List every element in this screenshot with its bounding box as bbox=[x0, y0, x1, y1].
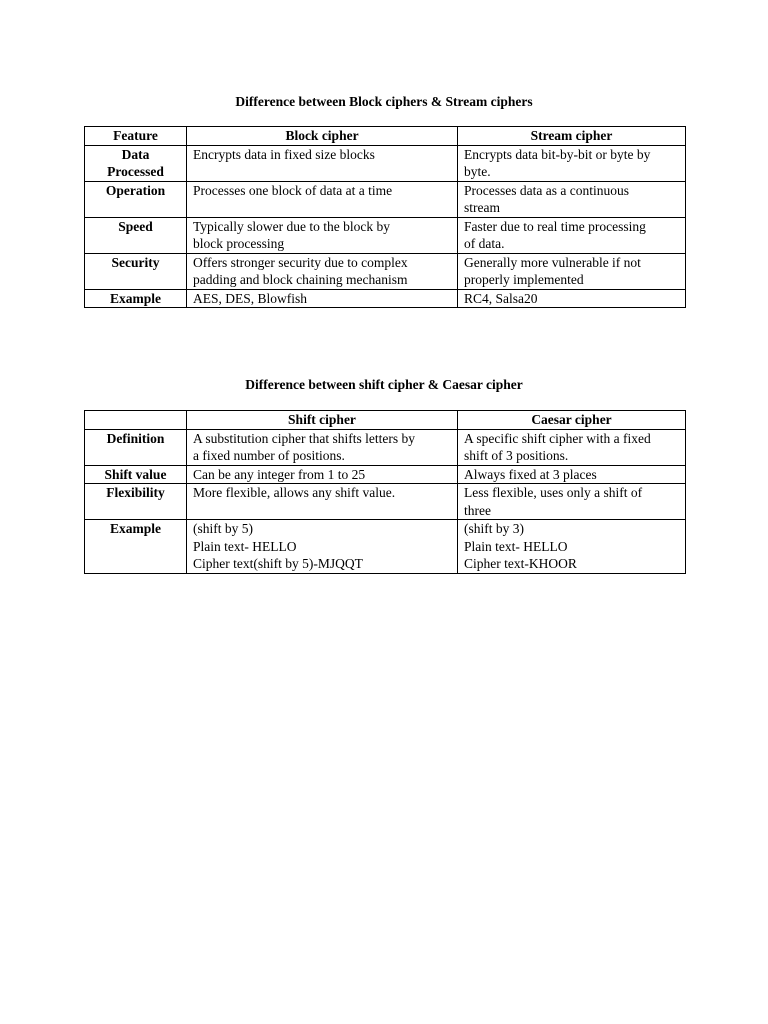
header-caesar-cipher: Caesar cipher bbox=[458, 411, 686, 430]
cell-text: Operation bbox=[105, 182, 166, 198]
cell-text: Flexibility bbox=[106, 485, 165, 500]
row-feature-cell bbox=[85, 217, 187, 253]
row-feature-cell bbox=[85, 484, 187, 520]
cell-text: Offers stronger security due to complex bbox=[193, 254, 408, 270]
cell-text: Processes one block of data at a time bbox=[193, 182, 393, 198]
cell-text: of data. bbox=[464, 236, 505, 251]
cell-text: byte. bbox=[464, 164, 491, 179]
cell-text: three bbox=[464, 502, 491, 518]
cell-text: More flexible, allows any shift value. bbox=[193, 485, 396, 500]
block-stream-title: Difference between Block ciphers & Stream ciphers bbox=[235, 94, 533, 109]
header-shift-cipher: Shift cipher bbox=[187, 411, 458, 430]
table-header-row bbox=[85, 127, 686, 146]
block-stream-body bbox=[85, 145, 686, 308]
table-row bbox=[85, 520, 686, 574]
cell-text: Generally more vulnerable if not bbox=[464, 254, 641, 270]
cell-text: Processes data as a continuous bbox=[464, 182, 629, 198]
table-row bbox=[85, 465, 686, 484]
cell-text: (shift by 5) bbox=[193, 521, 253, 536]
row-feature-cell bbox=[85, 429, 187, 465]
table-row bbox=[85, 253, 686, 289]
cell-text: Security bbox=[111, 254, 160, 270]
header-block-cipher: Block cipher bbox=[187, 127, 458, 146]
cell-text: AES, DES, Blowfish bbox=[193, 290, 308, 306]
cell-text: a fixed number of positions. bbox=[193, 448, 345, 463]
cell-text: Plain text- HELLO bbox=[193, 538, 297, 554]
cell-text: Data bbox=[121, 146, 150, 162]
cell-text: block processing bbox=[193, 236, 285, 251]
table-cell bbox=[458, 484, 686, 520]
cell-text: Processed bbox=[107, 164, 164, 179]
cell-text: Plain text- HELLO bbox=[464, 538, 568, 554]
header-empty bbox=[85, 411, 187, 430]
table-cell bbox=[187, 145, 458, 181]
table-cell bbox=[458, 217, 686, 253]
cell-text: Always fixed at 3 places bbox=[464, 466, 597, 482]
table-cell bbox=[458, 520, 686, 574]
cell-text: Definition bbox=[106, 430, 165, 446]
cell-text: Typically slower due to the block by bbox=[193, 218, 391, 234]
table-cell bbox=[458, 465, 686, 484]
cell-text: Cipher text-KHOOR bbox=[464, 556, 577, 571]
table-cell bbox=[187, 465, 458, 484]
table-row bbox=[85, 484, 686, 520]
table-row bbox=[85, 429, 686, 465]
table-cell bbox=[187, 484, 458, 520]
cell-text: Shift value bbox=[104, 466, 167, 482]
cell-text: Faster due to real time processing bbox=[464, 218, 646, 234]
table-row bbox=[85, 289, 686, 308]
cell-text: Cipher text(shift by 5)-MJQQT bbox=[193, 556, 363, 571]
table-cell bbox=[187, 520, 458, 574]
table-row bbox=[85, 217, 686, 253]
cell-text: Example bbox=[109, 290, 161, 306]
table-cell bbox=[187, 429, 458, 465]
cell-text: Example bbox=[109, 521, 161, 536]
cell-text: A substitution cipher that shifts letters by bbox=[193, 430, 415, 446]
row-feature-cell bbox=[85, 145, 187, 181]
block-stream-table bbox=[84, 126, 686, 308]
table-cell bbox=[458, 429, 686, 465]
table-cell bbox=[458, 145, 686, 181]
cell-text: A specific shift cipher with a fixed bbox=[464, 430, 651, 446]
row-feature-cell bbox=[85, 465, 187, 484]
cell-text: Can be any integer from 1 to 25 bbox=[193, 466, 366, 482]
shift-caesar-table bbox=[84, 410, 686, 574]
cell-text: stream bbox=[464, 200, 500, 215]
header-feature: Feature bbox=[85, 127, 187, 146]
table-cell bbox=[187, 217, 458, 253]
table-row bbox=[85, 145, 686, 181]
header-stream-cipher: Stream cipher bbox=[458, 127, 686, 146]
cell-text: shift of 3 positions. bbox=[464, 448, 569, 463]
cell-text: Encrypts data in fixed size blocks bbox=[193, 146, 375, 162]
row-feature-cell bbox=[85, 253, 187, 289]
table-cell bbox=[458, 181, 686, 217]
shift-caesar-body bbox=[85, 429, 686, 573]
cell-text: Speed bbox=[118, 218, 153, 234]
cell-text: properly implemented bbox=[464, 272, 584, 287]
cell-text: padding and block chaining mechanism bbox=[193, 272, 408, 287]
table-cell bbox=[187, 181, 458, 217]
cell-text: Less flexible, uses only a shift of bbox=[464, 485, 643, 500]
table-header-row bbox=[85, 411, 686, 430]
table-cell bbox=[458, 253, 686, 289]
cell-text: Encrypts data bit-by-bit or byte by bbox=[464, 146, 651, 162]
cell-text: (shift by 3) bbox=[464, 521, 524, 536]
table-cell bbox=[187, 253, 458, 289]
row-feature-cell bbox=[85, 520, 187, 574]
row-feature-cell bbox=[85, 289, 187, 308]
shift-caesar-title: Difference between shift cipher & Caesar cipher bbox=[245, 377, 523, 392]
table-cell bbox=[187, 289, 458, 308]
row-feature-cell bbox=[85, 181, 187, 217]
cell-text: RC4, Salsa20 bbox=[464, 290, 538, 306]
table-row bbox=[85, 181, 686, 217]
table-cell bbox=[458, 289, 686, 308]
